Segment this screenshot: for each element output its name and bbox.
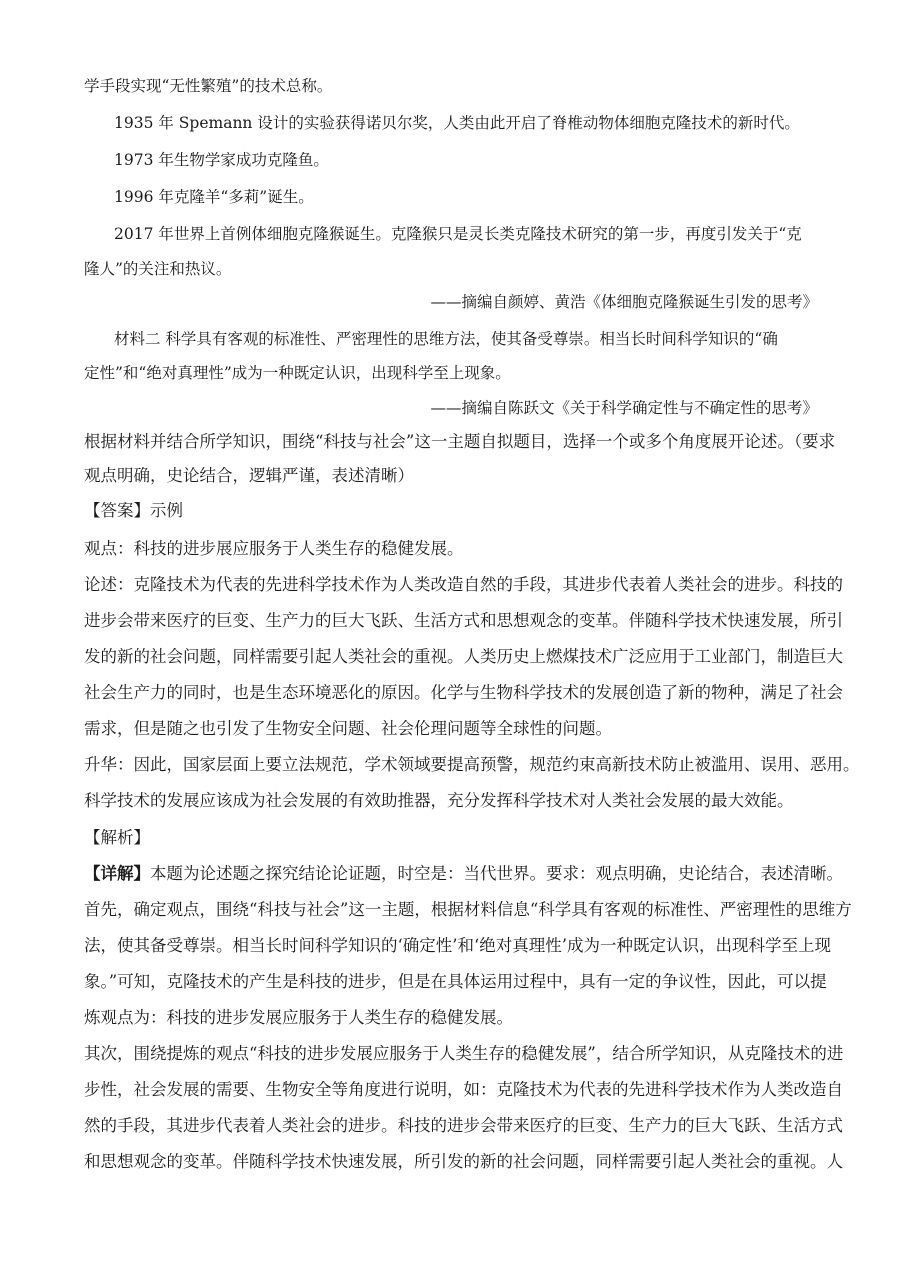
material-one-source: ——摘编自颜婷、黄浩《体细胞克隆猴诞生引发的思考》	[430, 293, 818, 311]
analysis-first-line: 炼观点为：科技的进步发展应服务于人类生存的稳健发展。	[84, 1008, 513, 1027]
answer-argument-line: 需求，但是随之也引发了生物安全问题、社会伦理问题等全球性的问题。	[84, 719, 612, 738]
answer-argument-line: 论述：克隆技术为代表的先进科学技术作为人类改造自然的手段，其进步代表着人类社会的进步。科技的	[84, 575, 843, 594]
answer-label: 【答案】示例	[84, 501, 183, 520]
question-line: 根据材料并结合所学知识，围绕“科技与社会”这一主题自拟题目，选择一个或多个角度展开论述。（要求	[84, 432, 836, 451]
material-one-line: 1973 年生物学家成功克隆鱼。	[114, 151, 329, 169]
analysis-first-line: 法，使其备受尊崇。相当长时间科学知识的‘确定性’和‘绝对真理性’成为一种既定认识，出现科学至上现	[84, 936, 831, 955]
material-one-line: 1935 年 Spemann 设计的实验获得诺贝尔奖，人类由此开启了脊椎动物体细胞克隆技术的新时代。	[114, 114, 800, 132]
answer-argument-line: 进步会带来医疗的巨变、生产力的巨大飞跃、生活方式和思想观念的变革。伴随科学技术快速发展，所引	[84, 611, 843, 630]
material-one-line: 1996 年克隆羊“多莉”诞生。	[114, 188, 314, 206]
analysis-second-line: 和思想观念的变革。伴随科学技术快速发展，所引发的新的社会问题，同样需要引起人类社会的重视。人	[84, 1152, 843, 1171]
material-two-line: 定性”和“绝对真理性”成为一种既定认识，出现科学至上现象。	[84, 364, 511, 382]
analysis-detail	[0, 863, 900, 885]
material-one-line: 2017 年世界上首例体细胞克隆猴诞生。克隆猴只是灵长类克隆技术研究的第一步，再度引发关于“克	[114, 225, 802, 243]
material-two-source: ——摘编自陈跃文《关于科学确定性与不确定性的思考》	[430, 399, 818, 417]
analysis-first-line: 象。”可知，克隆技术的产生是科技的进步，但是在具体运用过程中，具有一定的争议性，因此，可以提	[84, 972, 827, 991]
material-one-line: 隆人”的关注和热议。	[84, 260, 232, 278]
analysis-second-line: 步性，社会发展的需要、生物安全等角度进行说明，如：克隆技术为代表的先进科学技术作为人类改造自	[84, 1080, 843, 1099]
answer-sublimation-line: 升华：因此，国家层面上要立法规范，学术领域要提高预警，规范约束高新技术防止被滥用、误用、恶用。	[84, 755, 860, 774]
answer-argument-line: 社会生产力的同时，也是生态环境恶化的原因。化学与生物科学技术的发展创造了新的物种，满足了社会	[84, 683, 843, 702]
answer-viewpoint: 观点：科技的进步展应服务于人类生存的稳健发展。	[84, 539, 464, 558]
analysis-second-line: 其次，围绕提炼的观点“科技的进步发展应服务于人类生存的稳健发展”，结合所学知识，从克隆技术的进	[84, 1044, 844, 1063]
question-line: 观点明确，史论结合，逻辑严谨，表述清晰）	[84, 466, 414, 485]
analysis-first-line: 首先，确定观点，围绕“科技与社会”这一主题，根据材料信息“科学具有客观的标准性、严密理性的思维方	[84, 900, 852, 919]
detail-text: 本题为论述题之探究结论论证题，时空是：当代世界。要求：观点明确，史论结合，表述清晰。	[150, 864, 843, 883]
analysis-second-line: 然的手段，其进步代表着人类社会的进步。科技的进步会带来医疗的巨变、生产力的巨大飞跃、生活方式	[84, 1116, 843, 1135]
material-two-line: 材料二 科学具有客观的标准性、严密理性的思维方法，使其备受尊崇。相当长时间科学知识的“确	[114, 330, 778, 348]
material-one-line: 学手段实现“无性繁殖”的技术总称。	[84, 77, 333, 95]
analysis-label: 【解析】	[84, 828, 150, 847]
detail-label: 【详解】	[84, 864, 150, 883]
answer-argument-line: 发的新的社会问题，同样需要引起人类社会的重视。人类历史上燃煤技术广泛应用于工业部门，制造巨大	[84, 647, 843, 666]
answer-sublimation-line: 科学技术的发展应该成为社会发展的有效助推器，充分发挥科学技术对人类社会发展的最大效能。	[84, 791, 794, 810]
